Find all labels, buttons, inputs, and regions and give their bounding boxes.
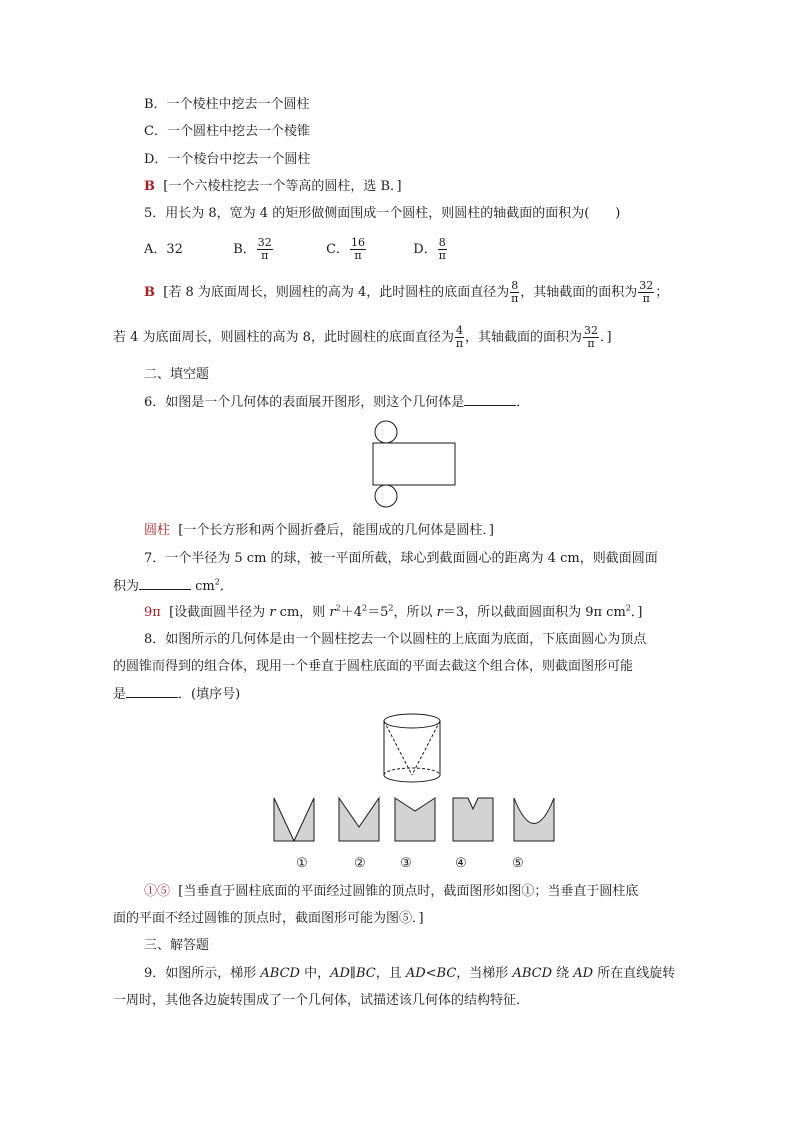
q7-blank — [139, 577, 191, 590]
section-solutions: 三、解答题 — [144, 938, 210, 953]
q7-stem-line2: 积为 $cm^2$． — [113, 577, 233, 594]
q4-answer-letter: B — [144, 179, 155, 194]
q8-section-shape-4 — [452, 797, 496, 843]
q7-stem-line1: 7．一个半径为 5 cm 的球，被一平面所截，球心到截面圆心的距离为 4 cm，则截面圆面 — [144, 551, 658, 566]
q8-label-5: ⑤ — [512, 856, 524, 871]
q5-option-a: A．32 — [144, 242, 183, 257]
q8-section-shape-5 — [513, 797, 557, 843]
q4-option-b: B．一个棱柱中挖去一个圆柱 — [144, 97, 310, 112]
q8-stem-line3: 是 ．(填序号) — [113, 687, 241, 702]
q6-net-figure — [368, 418, 462, 510]
q8-stem-line2: 的圆锥而得到的组合体，现用一个垂直于圆柱底面的平面去截这个组合体，则截面图形可能 — [113, 659, 634, 674]
q8-answer-line2: 面的平面不经过圆锥的顶点时，截面图形可能为图⑤．] — [113, 911, 424, 926]
q6-answer-word: 圆柱 — [144, 523, 171, 538]
q9-stem-line2: 一周时，其他各边旋转围成了一个几何体，试描述该几何体的结构特征． — [113, 993, 530, 1008]
q8-cylinder-figure — [380, 712, 446, 784]
q8-section-shape-3 — [394, 797, 438, 843]
q6-stem: 6．如图是一个几何体的表面展开图形，则这个几何体是 ． — [144, 395, 530, 410]
q5-answer-line1: B [若 8 为底面周长，则圆柱的高为 4，此时圆柱的底面直径为 $\frac{8}{\pi}$ ，其轴截面的面积为 $\frac{32}{\pi}$ ； — [144, 279, 669, 305]
q5-frac-diameter-2: $\frac{4}{\pi}$ — [455, 324, 464, 350]
q5-option-c-label: C． — [326, 242, 350, 257]
q7-answer-word: 9π — [144, 605, 161, 620]
q7-answer: 9π [设截面圆半径为 r cm，则 $r^2+4^2=5^2$，所以 r＝3，所以截面圆面积为 9π $cm^2$．] — [144, 603, 643, 620]
q5-frac-area-1: $\frac{32}{\pi}$ — [639, 279, 654, 305]
q5-stem: 5．用长为 8，宽为 4 的矩形做侧面围成一个圆柱，则圆柱的轴截面的面积为( ) — [144, 206, 621, 221]
q8-section-shape-1 — [273, 797, 317, 843]
q5-option-d-label: D． — [413, 242, 437, 257]
q5-option-c-fraction: $\frac{16}{\pi}$ — [351, 236, 366, 262]
q5-options — [144, 235, 448, 265]
q4-option-d: D．一个棱台中挖去一个圆柱 — [144, 152, 311, 167]
q8-blank — [126, 685, 178, 698]
q5-answer-letter: B — [144, 285, 155, 300]
q8-answer-line1: ①⑤ [当垂直于圆柱底面的平面经过圆锥的顶点时，截面图形如图①；当垂直于圆柱底 — [144, 884, 639, 899]
q5-frac-area-2: $\frac{32}{\pi}$ — [583, 324, 598, 350]
q8-section-shape-2 — [338, 797, 382, 843]
q6-answer: 圆柱 [一个长方形和两个圆折叠后，能围成的几何体是圆柱．] — [144, 523, 494, 538]
q5-option-b-label: B． — [233, 242, 256, 257]
q8-label-3: ③ — [400, 856, 412, 871]
section-fill-in: 二、填空题 — [144, 367, 210, 382]
q9-stem-line1: 9．如图所示，梯形 ABCD 中，AD∥BC，且 AD<BC，当梯形 ABCD 绕 AD 所在直线旋转 — [144, 966, 676, 981]
q8-answer-word: ①⑤ — [144, 884, 171, 899]
q6-blank — [464, 393, 516, 406]
q5-answer-line2: 若 4 为底面周长，则圆柱的高为 8，此时圆柱的底面直径为 $\frac{4}{\pi}$ ，其轴截面的面积为 $\frac{32}{\pi}$ ．] — [113, 324, 612, 350]
q8-label-1: ① — [296, 856, 308, 871]
q4-option-c: C．一个圆柱中挖去一个棱锥 — [144, 124, 310, 139]
q4-answer — [144, 178, 402, 196]
q8-label-2: ② — [354, 856, 366, 871]
q8-stem-line1: 8．如图所示的几何体是由一个圆柱挖去一个以圆柱的上底面为底面，下底面圆心为顶点 — [144, 632, 647, 647]
q4-answer-text: [一个六棱柱挖去一个等高的圆柱，选 B．] — [163, 179, 402, 194]
q8-label-4: ④ — [455, 856, 467, 871]
q5-option-b-fraction: $\frac{32}{\pi}$ — [257, 236, 272, 262]
q5-option-d-fraction: $\frac{8}{\pi}$ — [438, 236, 446, 262]
q5-frac-diameter-1: $\frac{8}{\pi}$ — [511, 279, 519, 305]
